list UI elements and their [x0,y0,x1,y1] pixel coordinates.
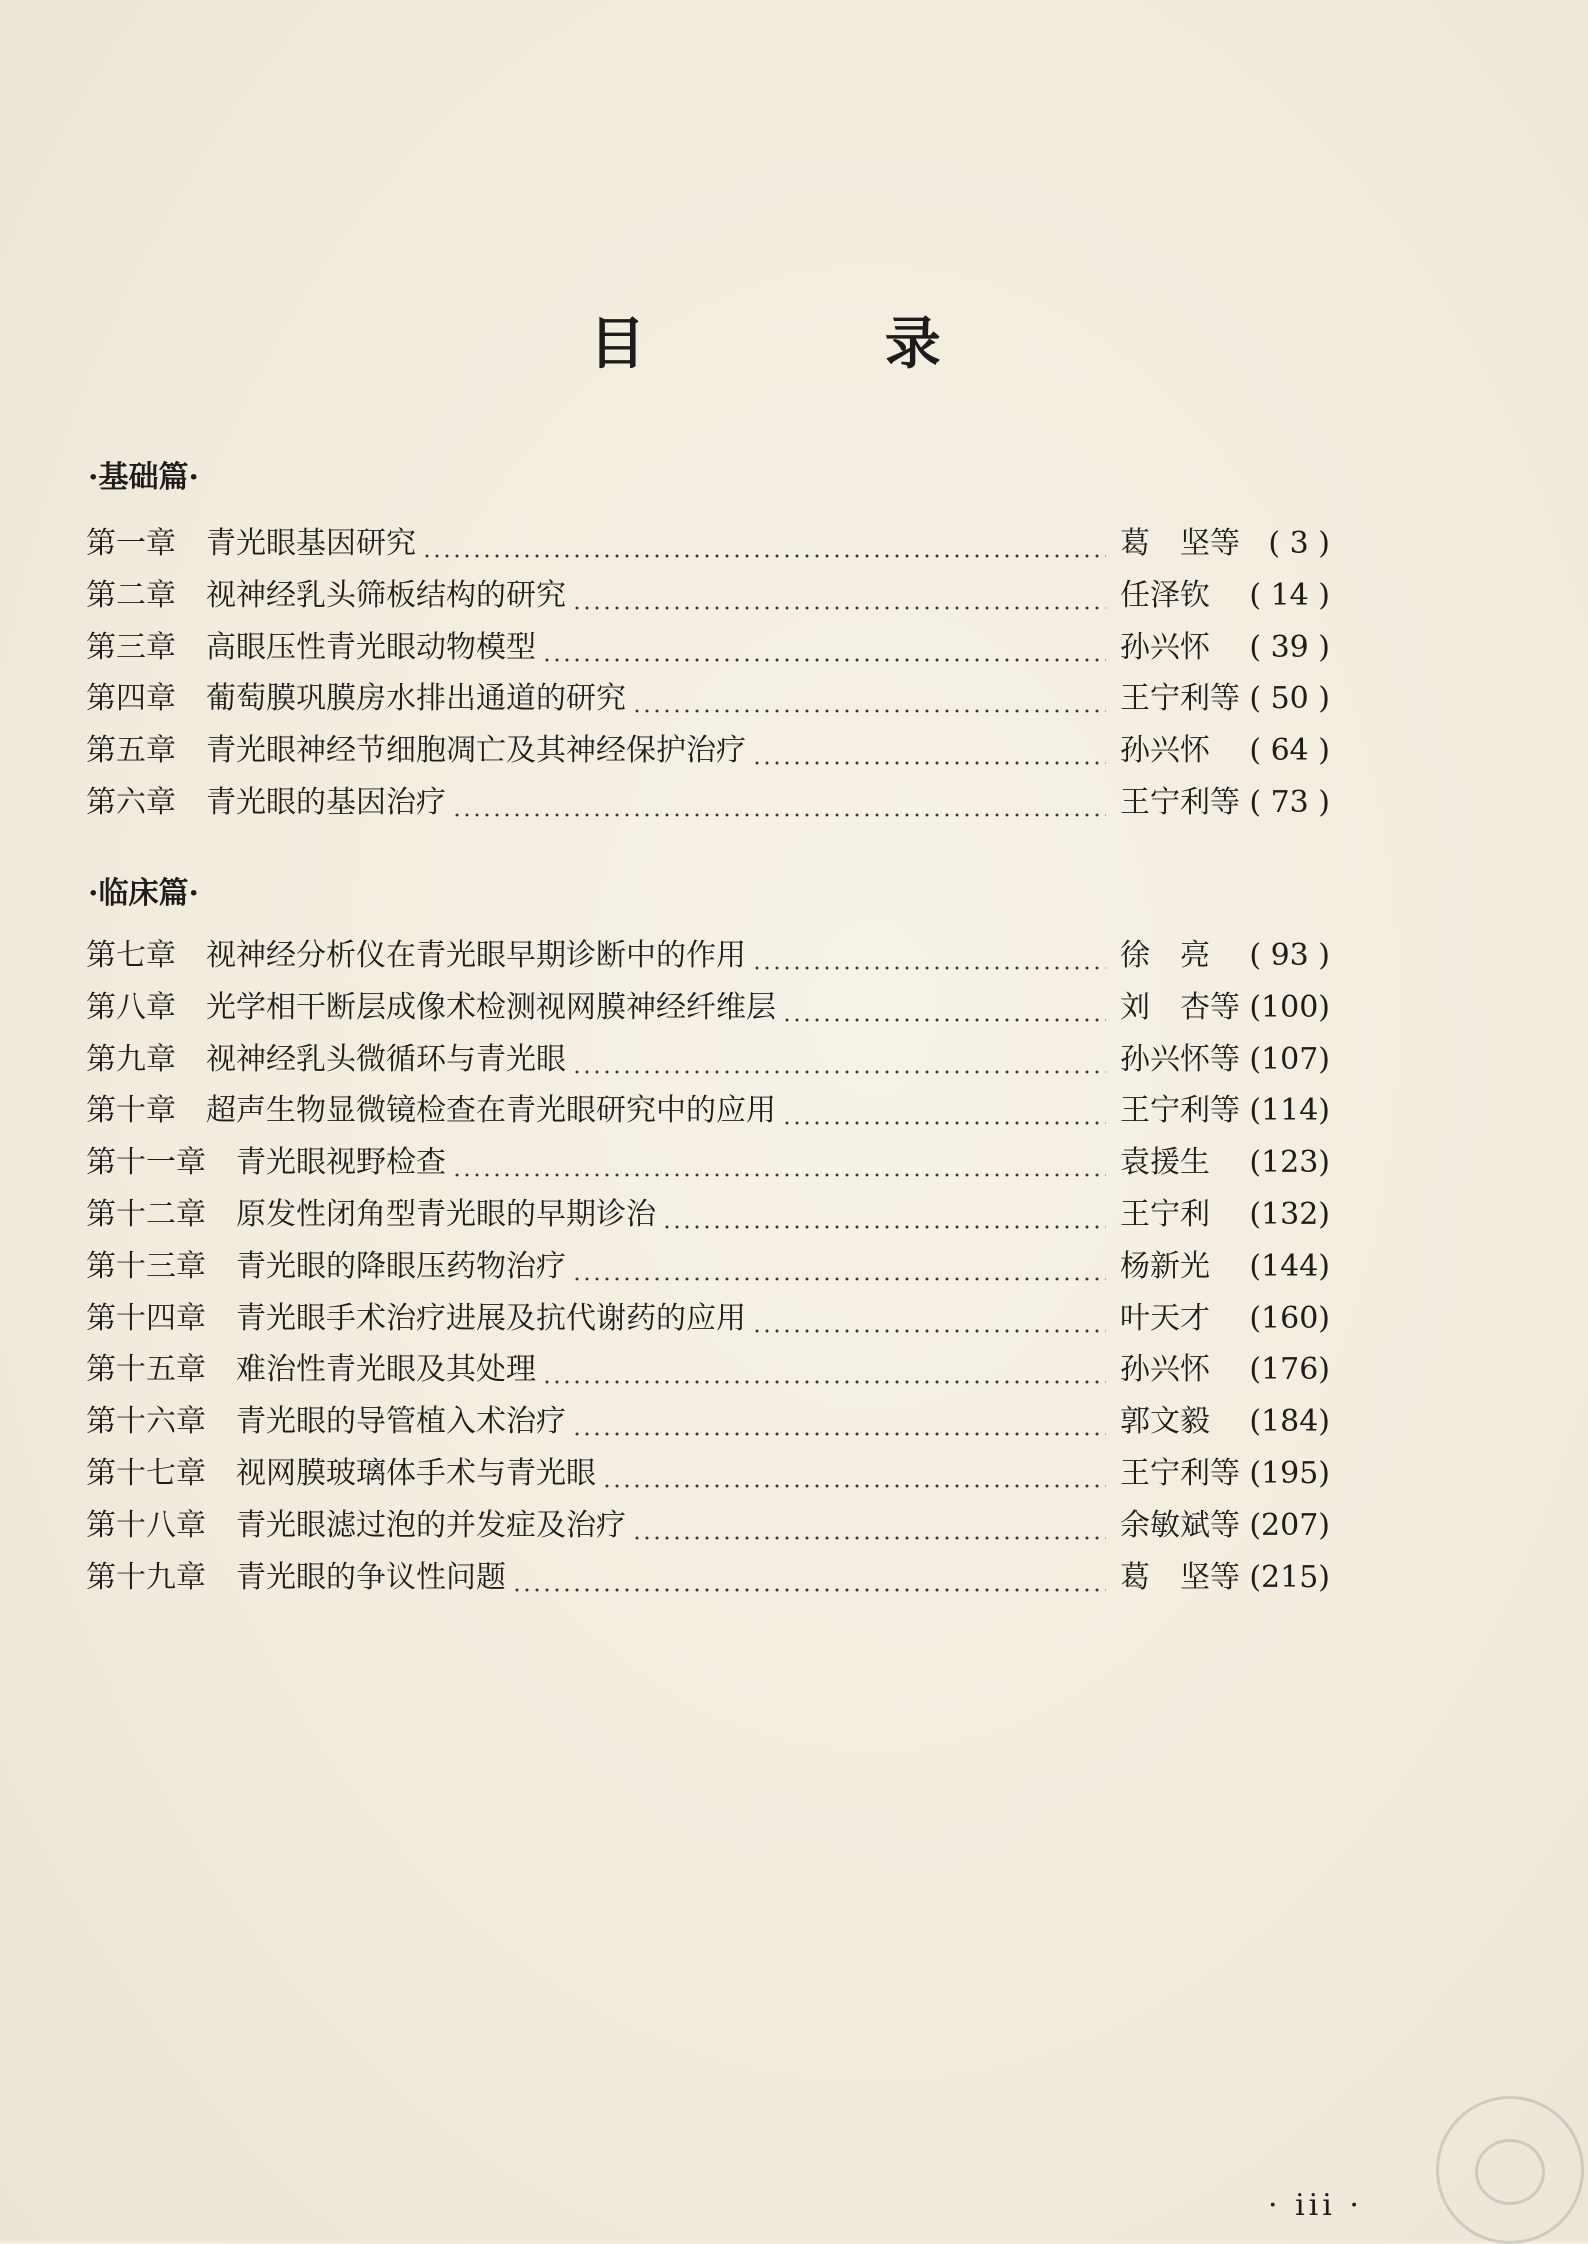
toc-entry[interactable] [86,1085,1330,1137]
chapter-number: 第十八章 [86,1507,206,1543]
dot-leader [452,1137,1106,1189]
chapter-author: 王宁利等 [1120,785,1240,820]
chapter-number: 第三章 [86,629,176,665]
chapter-number: 第五章 [86,733,176,769]
chapter-title: 青光眼基因研究 [206,526,416,561]
chapter-number: 第十四章 [86,1300,206,1336]
section-heading: ·临床篇· [88,876,199,911]
chapter-author: 余敏斌等 [1120,1507,1240,1543]
watermark-stamp [1436,2096,1584,2244]
chapter-number: 第六章 [86,785,176,820]
chapter-page: (123) [1249,1145,1330,1181]
chapter-number: 第九章 [86,1041,176,1077]
chapter-number: 第四章 [86,681,176,717]
dot-leader [422,518,1106,570]
chapter-title: 葡萄膜巩膜房水排出通道的研究 [206,681,626,717]
toc-entry[interactable] [86,1500,1330,1552]
toc-entry[interactable] [86,777,1330,829]
chapter-title: 视神经分析仪在青光眼早期诊断中的作用 [206,938,746,973]
chapter-title: 视神经乳头筛板结构的研究 [206,577,566,613]
chapter-title: 青光眼神经节细胞凋亡及其神经保护治疗 [206,733,746,769]
chapter-page: (176) [1249,1352,1330,1388]
chapter-author: 孙兴怀 [1120,1352,1210,1388]
chapter-number: 第十六章 [86,1404,206,1440]
dot-leader [782,1085,1106,1137]
toc-entry[interactable] [86,1137,1330,1189]
chapter-author: 孙兴怀等 [1120,1041,1240,1077]
chapter-title: 青光眼视野检查 [236,1145,446,1181]
dot-leader [452,777,1106,829]
chapter-page: ( 3 ) [1268,526,1330,561]
chapter-page: (114) [1249,1093,1330,1129]
dot-leader [572,1034,1106,1086]
chapter-author: 袁援生 [1120,1145,1210,1181]
chapter-page: (184) [1249,1404,1330,1440]
chapter-page: ( 64 ) [1249,733,1330,769]
chapter-page: ( 39 ) [1249,629,1330,665]
chapter-title: 原发性闭角型青光眼的早期诊治 [236,1197,656,1232]
dot-leader [782,982,1106,1034]
chapter-page: ( 14 ) [1249,577,1330,613]
toc-entry[interactable] [86,982,1330,1034]
chapter-author: 杨新光 [1120,1248,1210,1284]
chapter-title: 青光眼的降眼压药物治疗 [236,1248,566,1284]
dot-leader [752,725,1106,777]
chapter-page: (132) [1249,1197,1330,1232]
toc-entry[interactable] [86,1293,1330,1345]
dot-leader [632,1500,1106,1552]
chapter-author: 叶天才 [1120,1300,1210,1336]
chapter-author: 王宁利 [1120,1197,1210,1232]
dot-leader [752,1293,1106,1345]
toc-entry[interactable] [86,518,1330,570]
chapter-number: 第十一章 [86,1145,206,1181]
chapter-title: 视神经乳头微循环与青光眼 [206,1041,566,1077]
chapter-author: 葛 坚等 [1120,1559,1240,1595]
chapter-title: 超声生物显微镜检查在青光眼研究中的应用 [206,1093,776,1129]
chapter-title: 青光眼手术治疗进展及抗代谢药的应用 [236,1300,746,1336]
chapter-title: 青光眼的争议性问题 [236,1559,506,1595]
chapter-page: (100) [1249,989,1330,1025]
dot-leader [662,1189,1106,1241]
chapter-number: 第十三章 [86,1248,206,1284]
toc-entry[interactable] [86,1189,1330,1241]
chapter-page: (107) [1249,1041,1330,1077]
toc-entry[interactable] [86,1241,1330,1293]
chapter-number: 第二章 [86,577,176,613]
section-heading: ·基础篇· [88,460,199,495]
chapter-title: 高眼压性青光眼动物模型 [206,629,536,665]
chapter-author: 孙兴怀 [1120,733,1210,769]
toc-entry[interactable] [86,1552,1330,1604]
chapter-author: 王宁利等 [1120,1093,1240,1129]
chapter-title: 难治性青光眼及其处理 [236,1352,536,1388]
chapter-author: 郭文毅 [1120,1404,1210,1440]
toc-entry[interactable] [86,1448,1330,1500]
chapter-page: ( 50 ) [1249,681,1330,717]
chapter-page: ( 93 ) [1249,938,1330,973]
chapter-number: 第十二章 [86,1197,206,1232]
chapter-author: 徐 亮 [1120,938,1210,973]
chapter-number: 第十五章 [86,1352,206,1388]
chapter-title: 青光眼的基因治疗 [206,785,446,820]
dot-leader [632,673,1106,725]
dot-leader [752,930,1106,982]
toc-entry[interactable] [86,570,1330,622]
chapter-title: 青光眼滤过泡的并发症及治疗 [236,1507,626,1543]
chapter-title: 青光眼的导管植入术治疗 [236,1404,566,1440]
toc-entry[interactable] [86,1396,1330,1448]
toc-entry[interactable] [86,1344,1330,1396]
chapter-page: ( 73 ) [1249,785,1330,820]
chapter-author: 葛 坚等 [1120,526,1240,561]
chapter-title: 光学相干断层成像术检测视网膜神经纤维层 [206,989,776,1025]
chapter-number: 第七章 [86,938,176,973]
toc-entry[interactable] [86,930,1330,982]
page-number: · iii · [1268,2188,1363,2223]
toc-entry[interactable] [86,725,1330,777]
chapter-number: 第一章 [86,526,176,561]
chapter-number: 第十九章 [86,1559,206,1595]
chapter-page: (195) [1249,1456,1330,1491]
dot-leader [512,1552,1106,1604]
dot-leader [572,1396,1106,1448]
chapter-author: 刘 杏等 [1120,989,1240,1025]
dot-leader [572,1241,1106,1293]
dot-leader [602,1448,1106,1500]
chapter-page: (160) [1249,1300,1330,1336]
chapter-title: 视网膜玻璃体手术与青光眼 [236,1456,596,1491]
chapter-author: 任泽钦 [1120,577,1210,613]
chapter-number: 第十七章 [86,1456,206,1491]
chapter-page: (207) [1249,1507,1330,1543]
chapter-number: 第十章 [86,1093,176,1129]
chapter-author: 王宁利等 [1120,681,1240,717]
toc-entry[interactable] [86,622,1330,674]
dot-leader [542,622,1106,674]
chapter-number: 第八章 [86,989,176,1025]
dot-leader [572,570,1106,622]
chapter-page: (144) [1249,1248,1330,1284]
page-title: 目 录 [589,311,1051,377]
dot-leader [542,1344,1106,1396]
chapter-author: 王宁利等 [1120,1456,1240,1491]
toc-entry[interactable] [86,673,1330,725]
chapter-author: 孙兴怀 [1120,629,1210,665]
toc-entry[interactable] [86,1034,1330,1086]
chapter-page: (215) [1249,1559,1330,1595]
